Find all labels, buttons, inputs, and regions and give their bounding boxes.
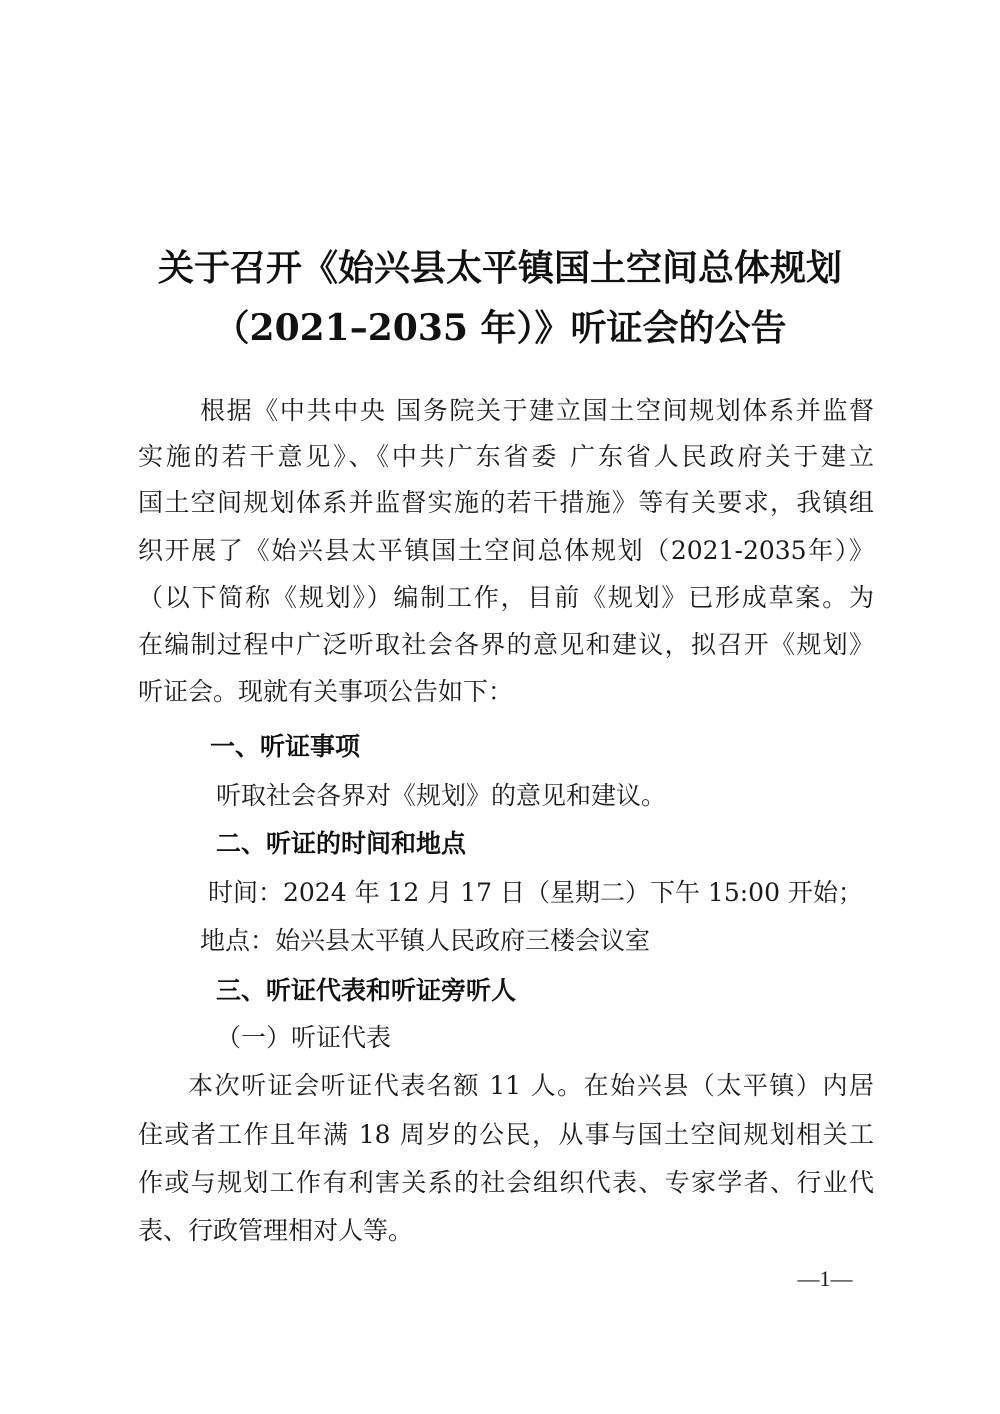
subsection-hearing-representatives: （一）听证代表 [216,1023,392,1052]
intro-line-1: 根据《中共中央 国务院关于建立国土空间规划体系并监督 [200,396,874,425]
representatives-line-4: 表、行政管理相对人等。 [138,1216,414,1245]
intro-line-7: 听证会。现就有关事项公告如下： [138,677,514,706]
document-title-line-2: （2021–2035 年）》听证会的公告 [213,307,787,349]
intro-line-5: （以下简称《规划》）编制工作，目前《规划》已形成草案。为 [138,583,874,612]
hearing-matter-text: 听取社会各界对《规划》的意见和建议。 [216,781,667,810]
section-heading-representatives: 三、听证代表和听证旁听人 [216,976,517,1005]
section-heading-time-place: 二、听证的时间和地点 [216,829,467,858]
representatives-line-1: 本次听证会听证代表名额 11 人。在始兴县（太平镇）内居 [188,1071,874,1100]
intro-line-3: 国土空间规划体系并监督实施的若干措施》等有关要求，我镇组 [138,488,874,517]
intro-line-4: 织开展了《始兴县太平镇国土空间总体规划（2021-2035年）》 [138,536,874,565]
hearing-time: 时间：2024 年 12 月 17 日（星期二）下午 15:00 开始； [208,878,863,907]
hearing-place: 地点：始兴县太平镇人民政府三楼会议室 [200,926,651,955]
intro-line-6: 在编制过程中广泛听取社会各界的意见和建议，拟召开《规划》 [138,630,874,659]
document-title-line-1: 关于召开《始兴县太平镇国土空间总体规划 [157,247,842,289]
representatives-line-3: 作或与规划工作有利害关系的社会组织代表、专家学者、行业代 [138,1168,874,1197]
intro-line-2: 实施的若干意见》、《中共广东省委 广东省人民政府关于建立 [138,442,874,471]
section-heading-hearing-matter: 一、听证事项 [210,732,361,761]
page-number: —1— [797,1266,853,1291]
representatives-line-2: 住或者工作且年满 18 周岁的公民，从事与国土空间规划相关工 [138,1120,874,1149]
